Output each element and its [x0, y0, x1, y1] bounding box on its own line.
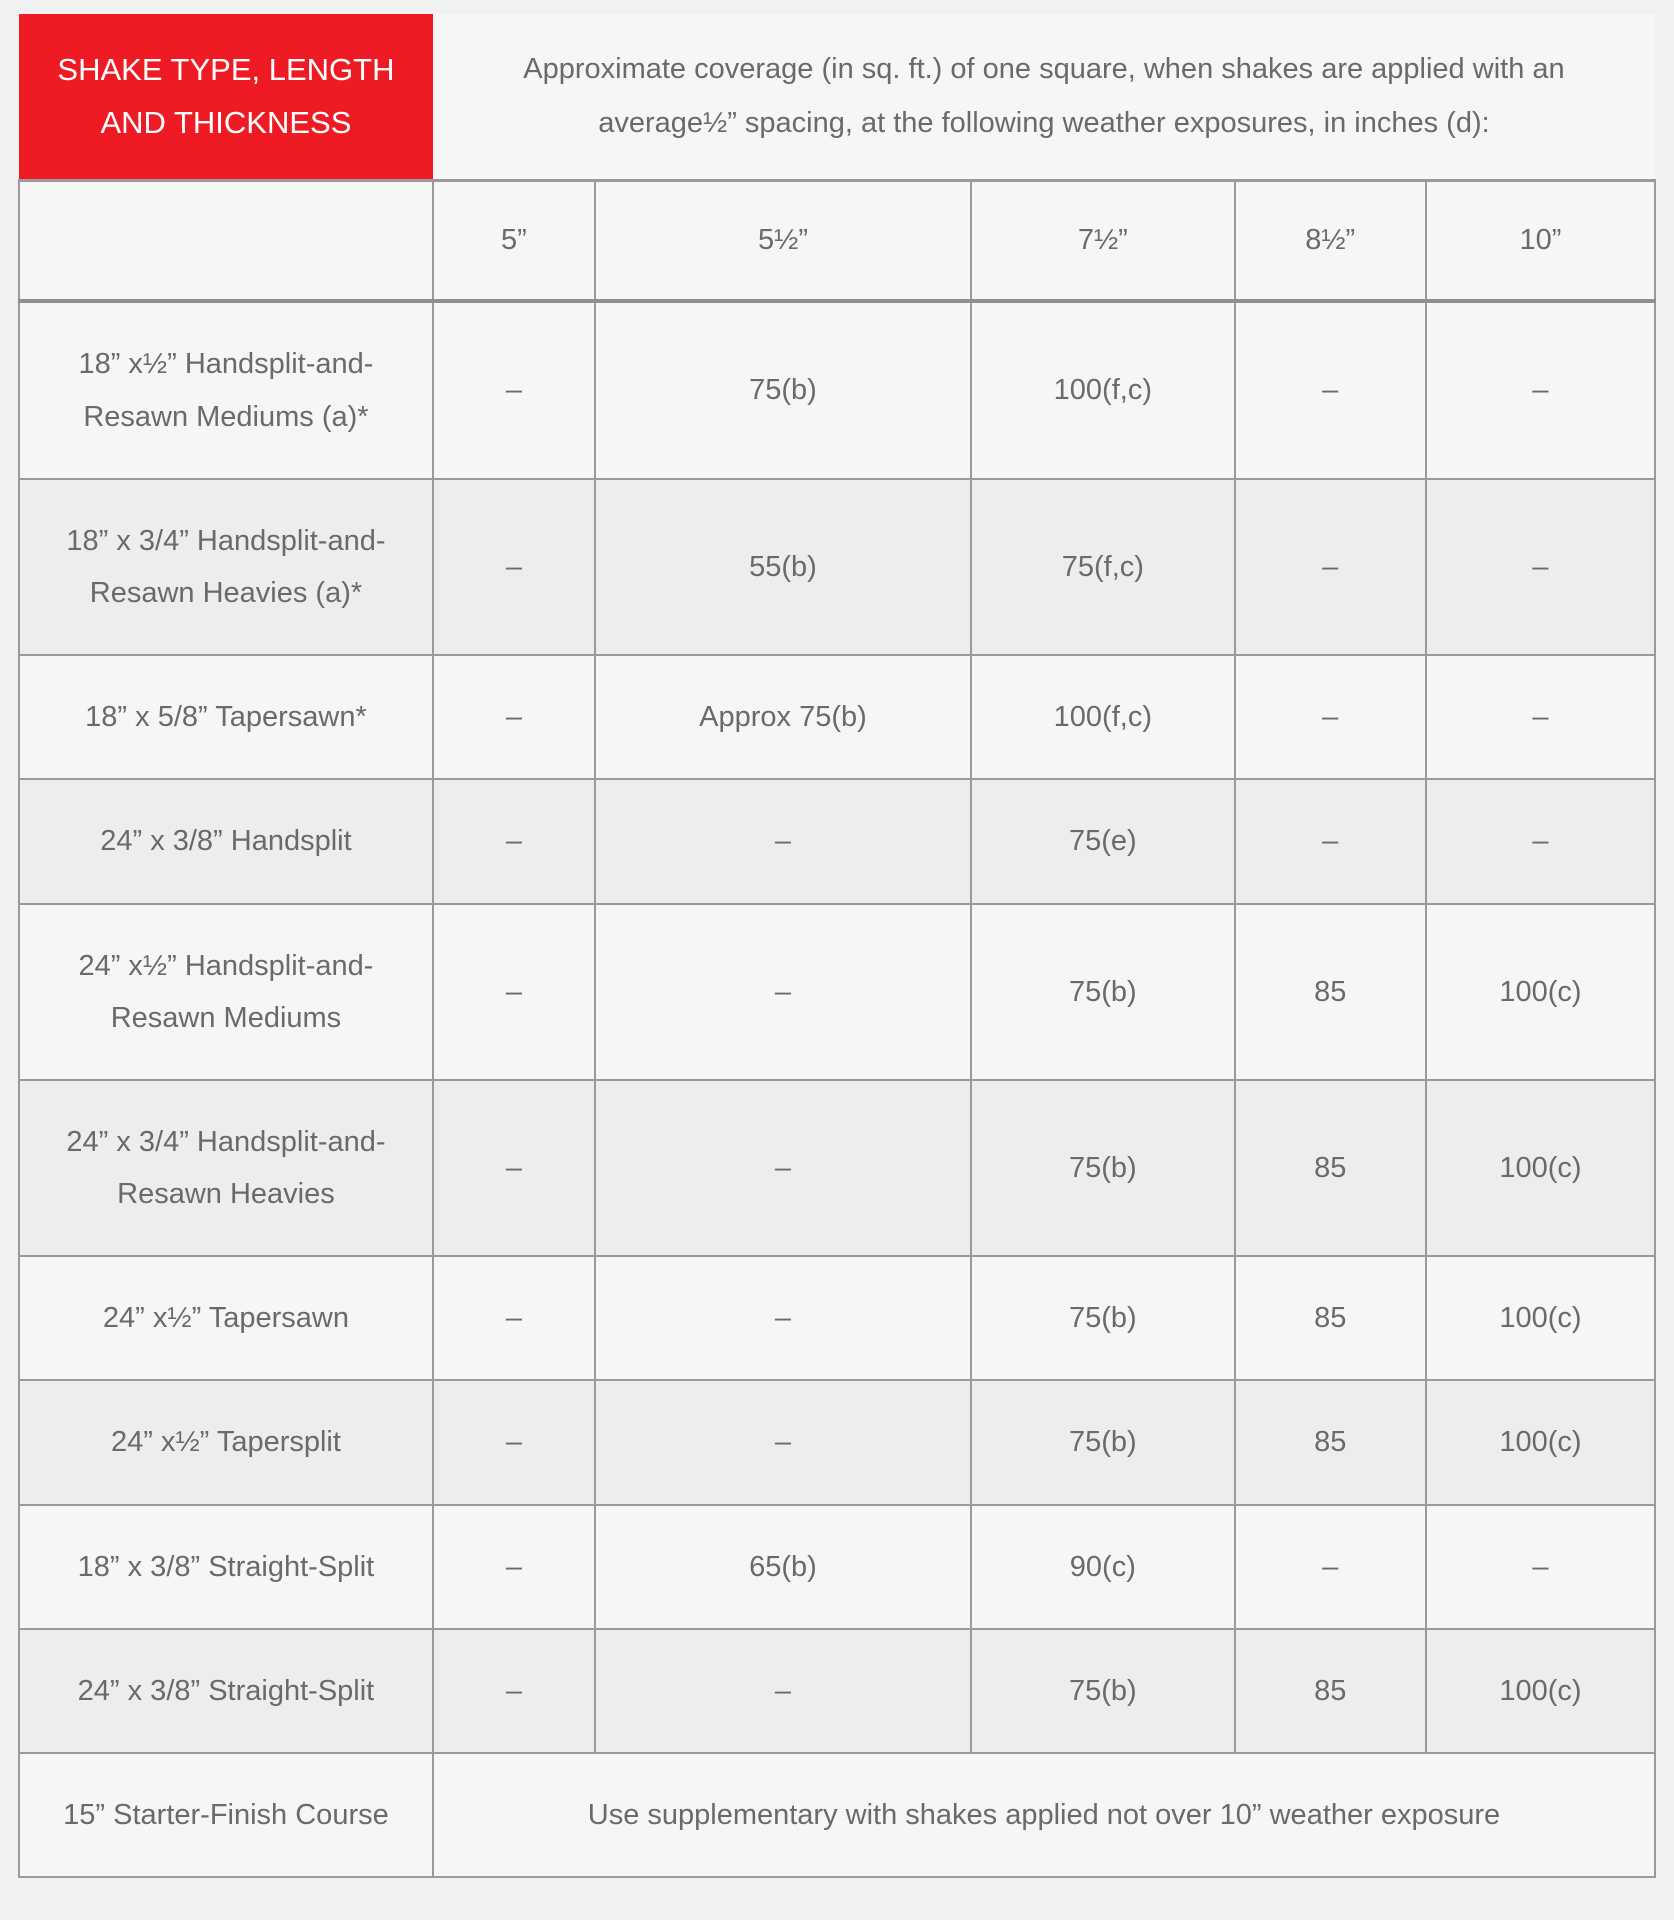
value-cell: – [595, 1629, 971, 1753]
exposure-header-cell: 5½” [595, 181, 971, 302]
exposure-header-cell: 8½” [1235, 181, 1426, 302]
value-cell: – [1426, 779, 1655, 903]
value-cell: – [1235, 479, 1426, 655]
coverage-table [18, 14, 1656, 1878]
value-cell: 100(c) [1426, 1256, 1655, 1380]
value-cell: 85 [1235, 1380, 1426, 1504]
value-cell: – [433, 301, 595, 478]
table-body [19, 301, 1655, 1753]
value-cell: 100(f,c) [971, 655, 1234, 779]
corner-header-cell: SHAKE TYPE, LENGTH AND THICKNESS [19, 14, 433, 181]
exposure-header-cell: 5” [433, 181, 595, 302]
exposure-header-cell: 7½” [971, 181, 1234, 302]
value-cell: – [595, 1256, 971, 1380]
value-cell: – [1426, 655, 1655, 779]
table-row [19, 655, 1655, 779]
value-cell: – [1426, 479, 1655, 655]
table-header [19, 14, 1655, 301]
value-cell: – [1426, 301, 1655, 478]
table-row [19, 1080, 1655, 1256]
footer-row [19, 1753, 1655, 1877]
empty-corner-cell [19, 181, 433, 302]
row-label-cell: 18” x 3/8” Straight-Split [19, 1505, 433, 1629]
value-cell: 75(b) [971, 1629, 1234, 1753]
value-cell: 75(e) [971, 779, 1234, 903]
value-cell: – [1426, 1505, 1655, 1629]
value-cell: 85 [1235, 904, 1426, 1080]
row-label-cell: 24” x 3/8” Straight-Split [19, 1629, 433, 1753]
row-label-cell: 18” x½” Handsplit-and-Resawn Mediums (a)* [19, 301, 433, 478]
table-footer [19, 1753, 1655, 1877]
table-row [19, 904, 1655, 1080]
table-row [19, 1629, 1655, 1753]
value-cell: – [433, 1080, 595, 1256]
value-cell: – [1235, 301, 1426, 478]
value-cell: 100(c) [1426, 904, 1655, 1080]
table-row [19, 1505, 1655, 1629]
row-label-cell: 18” x 3/4” Handsplit-and-Resawn Heavies (a)* [19, 479, 433, 655]
row-label-cell: 24” x½” Handsplit-and-Resawn Mediums [19, 904, 433, 1080]
value-cell: 100(f,c) [971, 301, 1234, 478]
exposure-header-cell: 10” [1426, 181, 1655, 302]
value-cell: – [595, 1380, 971, 1504]
value-cell: 75(b) [971, 1380, 1234, 1504]
value-cell: – [1235, 779, 1426, 903]
value-cell: – [1235, 655, 1426, 779]
value-cell: 100(c) [1426, 1380, 1655, 1504]
value-cell: 65(b) [595, 1505, 971, 1629]
title-row [19, 14, 1655, 181]
value-cell: 75(b) [971, 904, 1234, 1080]
coverage-header-cell: Approximate coverage (in sq. ft.) of one square, when shakes are applied with an average½” spacing, at the following weather exposures, in inches (d): [433, 14, 1655, 181]
value-cell: – [433, 1256, 595, 1380]
value-cell: – [433, 1505, 595, 1629]
table-row [19, 479, 1655, 655]
value-cell: – [433, 779, 595, 903]
value-cell: – [433, 479, 595, 655]
value-cell: – [595, 904, 971, 1080]
value-cell: 100(c) [1426, 1080, 1655, 1256]
value-cell: 100(c) [1426, 1629, 1655, 1753]
row-label-cell: 24” x½” Tapersplit [19, 1380, 433, 1504]
row-label-cell: 18” x 5/8” Tapersawn* [19, 655, 433, 779]
value-cell: – [433, 1629, 595, 1753]
value-cell: – [433, 655, 595, 779]
value-cell: – [1235, 1505, 1426, 1629]
value-cell: Approx 75(b) [595, 655, 971, 779]
row-label-cell: 24” x 3/4” Handsplit-and-Resawn Heavies [19, 1080, 433, 1256]
value-cell: 75(b) [595, 301, 971, 478]
value-cell: 75(f,c) [971, 479, 1234, 655]
value-cell: – [595, 1080, 971, 1256]
table-row [19, 1256, 1655, 1380]
value-cell: 85 [1235, 1256, 1426, 1380]
value-cell: 85 [1235, 1080, 1426, 1256]
exposure-header-row [19, 181, 1655, 302]
footer-note-cell: Use supplementary with shakes applied not over 10” weather exposure [433, 1753, 1655, 1877]
table-row [19, 779, 1655, 903]
value-cell: – [433, 1380, 595, 1504]
footer-label-cell: 15” Starter-Finish Course [19, 1753, 433, 1877]
value-cell: 85 [1235, 1629, 1426, 1753]
value-cell: 55(b) [595, 479, 971, 655]
value-cell: 75(b) [971, 1080, 1234, 1256]
value-cell: 75(b) [971, 1256, 1234, 1380]
row-label-cell: 24” x 3/8” Handsplit [19, 779, 433, 903]
value-cell: – [433, 904, 595, 1080]
table-row [19, 1380, 1655, 1504]
row-label-cell: 24” x½” Tapersawn [19, 1256, 433, 1380]
value-cell: 90(c) [971, 1505, 1234, 1629]
table-row [19, 301, 1655, 478]
value-cell: – [595, 779, 971, 903]
